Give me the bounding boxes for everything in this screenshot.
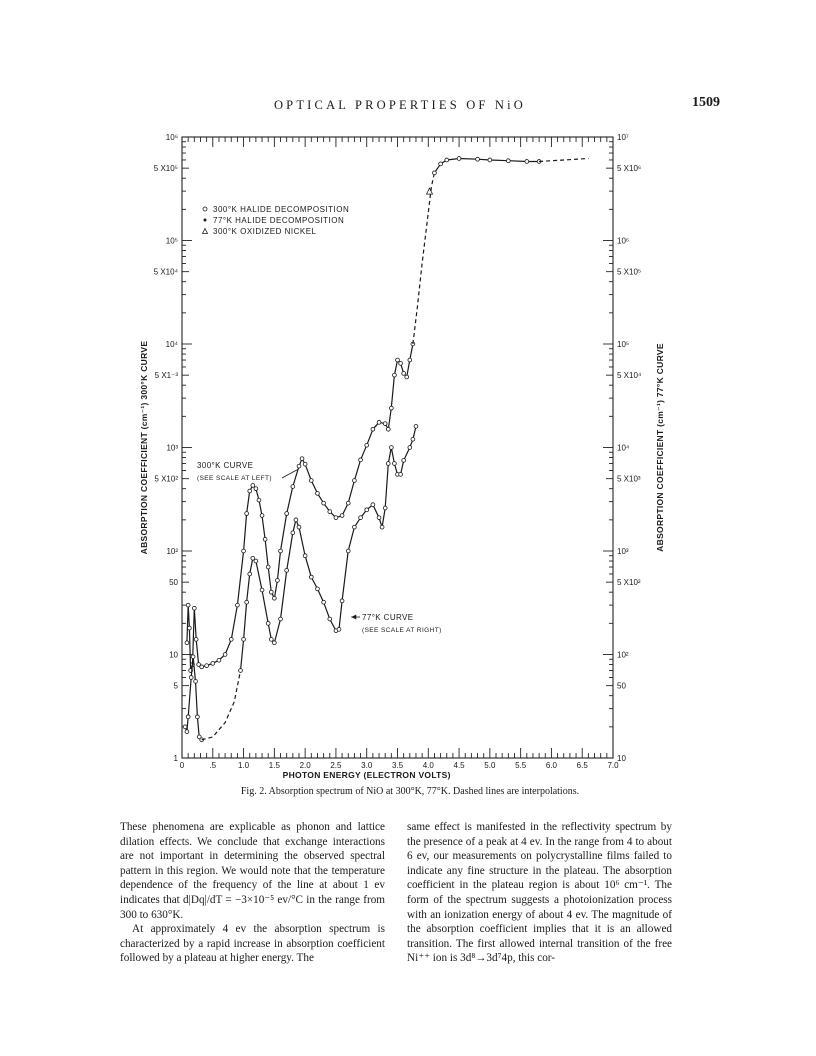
curve-77k-point (414, 424, 418, 428)
curve-77k-point (260, 588, 264, 592)
legend-marker-triangle (203, 229, 208, 234)
curve-300k-point (396, 358, 400, 362)
curve-77k-point (386, 462, 390, 466)
curve-77k-point (303, 554, 307, 558)
body-column-left (120, 820, 385, 966)
curve-77k-point (266, 621, 270, 625)
curve-77k-point (242, 637, 246, 641)
y-right-tick-label: 10⁴ (617, 443, 630, 453)
y-left-tick-label: 10 (169, 650, 178, 660)
y-left-tick-label: 10² (166, 547, 178, 556)
body-paragraph: These phenomena are explicable as phonon and lattice dilation effects. We conclude that exchange interactions are not important in determining the observed spectral pattern in this region. We would note that the temperature dependence of the frequency of the line at about 1 ev indicates that d|Dq|/dT = −3×10⁻⁵ ev/°C in the range from 300 to 630°K. (120, 821, 385, 921)
y-left-tick-label: 5 X10² (154, 474, 178, 484)
curve-300k-point (386, 427, 390, 431)
curve-300k-plateau-point (439, 162, 443, 166)
body-column-right (407, 820, 672, 966)
y-right-tick-label: 5 X10⁶ (617, 164, 642, 174)
curve-77k-point (309, 575, 313, 579)
curve-300k-point (266, 565, 270, 569)
y-left-tick-label: 5 X1⁻³ (154, 371, 178, 381)
figure-caption: Fig. 2. Absorption spectrum of NiO at 300°K, 77°K. Dashed lines are interpolations. (240, 786, 580, 797)
curve-77k-point (353, 525, 357, 529)
x-axis-title: PHOTON ENERGY (ELECTRON VOLTS) (282, 770, 451, 780)
curve-77k-point (189, 676, 193, 680)
x-tick-label: 2.5 (330, 761, 342, 770)
curve-77k-point (371, 503, 375, 507)
curve-77k-point (186, 715, 190, 719)
curve-300k-point (346, 501, 350, 505)
curve-77k-point (194, 679, 198, 683)
curve-77k-point (346, 549, 350, 553)
curve-77k-point (322, 600, 326, 604)
legend-label: 300°K OXIDIZED NICKEL (213, 227, 317, 236)
y-left-tick-label: 10⁴ (165, 340, 178, 349)
y-right-tick-label: 10⁷ (617, 133, 629, 142)
body-paragraph: At approximately 4 ev the absorption spectrum is characterized by a rapid increase in absorption coefficient followed by a plateau at higher energy. The (120, 923, 385, 965)
annotation-77k-arrowhead (351, 615, 356, 620)
curve-300k-point (316, 492, 320, 496)
curve-77k-point (254, 559, 258, 563)
curve-300k-point (402, 371, 406, 375)
y-right-tick-label: 5 X10² (617, 578, 641, 588)
curve-77k-point (337, 627, 341, 631)
y-right-tick-label: 5 X10³ (617, 474, 641, 484)
curve-77k-point (399, 472, 403, 476)
legend-marker-dot (204, 219, 207, 222)
x-tick-label: 6.5 (576, 761, 588, 770)
annotation-77k-scale: (SEE SCALE AT RIGHT) (362, 627, 442, 634)
x-tick-label: 5.5 (515, 761, 527, 770)
curve-300k-point (405, 375, 409, 379)
curve-300k-point (254, 487, 258, 491)
curve-77k-point (389, 446, 393, 450)
y-right-axis-title: ABSORPTION COEFFICIENT (cm⁻¹) 77°K CURVE (655, 343, 665, 552)
curve-77k-point (285, 568, 289, 572)
x-tick-label: 0 (179, 761, 185, 770)
curve-77k-point (245, 600, 249, 604)
curve-77k-point (316, 587, 320, 591)
annotation-77k-curve: 77°K CURVE (362, 613, 414, 622)
x-tick-label: 6.0 (545, 761, 557, 770)
body-paragraph: same effect is manifested in the reflectivity spectrum by the presence of a peak at 4 ev. In the range from 4 to about 6 ev, our measurements on polycrystalline films failed to indicate any fine structure in the plateau. The absorption coefficient in the plateau region is about 10⁶ cm⁻¹. The form of the spectrum suggests a photoionization process with an ionization energy of about 4 ev. The magnitude of the absorption coefficient implies that it is an allowed transition. The first allowed internal transition of the free Ni⁺⁺ ion is 3d⁸→3d⁷4p, this cor- (407, 821, 672, 965)
curve-300k-point (291, 485, 295, 489)
annotation-300k-curve: 300°K CURVE (197, 461, 254, 470)
page-number: 1509 (692, 95, 720, 110)
curve-300k-point (383, 422, 387, 426)
curve-77k-point (380, 525, 384, 529)
curve-77k-point (294, 518, 298, 522)
curve-77k-point (365, 508, 369, 512)
curve-300k-point (186, 603, 190, 607)
curve-300k-point (200, 665, 204, 669)
curve-300k-point (217, 658, 221, 662)
curve-77k-point (297, 525, 301, 529)
y-left-tick-label: 10⁵ (165, 236, 178, 246)
curve-300k-point (251, 484, 255, 488)
curve-300k-point (328, 510, 332, 514)
curve-300k-plateau-point (445, 158, 449, 162)
curve-77k-point (279, 617, 283, 621)
curve-300k-plateau-point (433, 171, 437, 175)
curve-77k-point (402, 459, 406, 463)
y-left-tick-label: 5 (173, 681, 178, 691)
running-head: OPTICAL PROPERTIES OF NiO (273, 98, 527, 112)
x-tick-label: 4.5 (453, 761, 465, 770)
curve-77k-point (393, 462, 397, 466)
x-tick-label: 5.0 (484, 761, 496, 770)
legend-marker-circle (203, 207, 207, 211)
x-tick-label: 3.5 (391, 761, 404, 770)
legend-label: 77°K HALIDE DECOMPOSITION (213, 216, 345, 225)
x-tick-label: 7.0 (607, 761, 619, 770)
curve-300k-plateau-point (457, 157, 461, 161)
curve-77k-point (191, 655, 195, 659)
curve-300k-plateau-point (525, 160, 529, 164)
curve-77k-point (239, 669, 243, 673)
curve-77k-point (340, 599, 344, 603)
curve-77k-start (185, 657, 202, 740)
y-left-tick-label: 5 X10⁵ (153, 164, 178, 174)
curve-77k-point (328, 617, 332, 621)
curve-300k-point (260, 514, 264, 518)
curve-300k-point (279, 549, 283, 553)
x-tick-label: 4.0 (422, 761, 434, 770)
curve-300k-point (276, 578, 280, 582)
x-tick-label: 3.0 (361, 761, 373, 770)
curve-300k-point (245, 512, 249, 516)
curve-300k-point (194, 637, 198, 641)
curve-300k-point (269, 590, 273, 594)
curve-300k-point (303, 462, 307, 466)
curve-300k-point (192, 606, 196, 610)
curve-300k-point (371, 427, 375, 431)
y-right-tick-label: 10⁶ (617, 236, 630, 246)
curve-77k-point (248, 572, 252, 576)
curve-77k-point (195, 715, 199, 719)
curve-77k-point (377, 516, 381, 520)
x-tick-label: 2.0 (299, 761, 311, 770)
curve-300k-point (285, 512, 289, 516)
x-tick-label: 1.0 (238, 761, 250, 770)
y-left-tick-label: 50 (169, 578, 178, 588)
curve-300k-point (229, 637, 233, 641)
curve-77k-point (359, 516, 363, 520)
curve-300k-point (248, 489, 252, 493)
curve-300k-point (187, 626, 191, 630)
curve-300k-point (309, 479, 313, 483)
curve-77k-point (383, 506, 387, 510)
curve-300k-point (205, 664, 209, 668)
y-right-tick-label: 5 X10⁵ (617, 267, 642, 277)
curve-300k-point (263, 537, 267, 541)
curve-300k-plateau-interpolation (539, 159, 588, 162)
y-left-tick-label: 10⁶ (165, 133, 178, 142)
curve-77k-point (408, 446, 412, 450)
curve-300k-point (377, 420, 381, 424)
curve-77k-point (185, 730, 189, 734)
curve-300k-point (236, 603, 240, 607)
curve-300k-point (393, 373, 397, 377)
curve-77k-point (272, 641, 276, 645)
curve-300k-point (242, 549, 246, 553)
y-right-tick-label: 10⁵ (617, 340, 630, 349)
curve-300k-point (359, 458, 363, 462)
curve-77k-point (183, 725, 187, 729)
y-left-tick-label: 1 (173, 754, 178, 763)
curve-300k-plateau (434, 159, 539, 173)
curve-300k-point (223, 653, 227, 657)
curve-300k-point (399, 361, 403, 365)
y-right-tick-label: 10³ (617, 547, 629, 556)
curve-300k-point (408, 358, 412, 362)
curve-300k-point (340, 514, 344, 518)
y-left-tick-label: 10³ (166, 443, 178, 453)
x-tick-label: 1.5 (268, 761, 280, 770)
y-left-axis-title: ABSORPTION COEFFICIENT (cm⁻¹) 300°K CURVE (139, 340, 149, 555)
curve-300k-point (211, 662, 215, 666)
curve-77k-interpolation (202, 671, 241, 740)
curve-300k-point (272, 596, 276, 600)
annotation-300k-scale: (SEE SCALE AT LEFT) (197, 475, 272, 482)
curve-300k-point (257, 498, 261, 502)
x-tick-label: .5 (209, 761, 217, 770)
curve-300k-plateau-point (488, 158, 492, 162)
y-right-tick-label: 10² (617, 650, 629, 660)
curve-300k-plateau-point (476, 157, 480, 161)
curve-77k-point (411, 437, 415, 441)
curve-300k-point (185, 641, 189, 645)
curve-300k-point (389, 406, 393, 410)
curve-300k-plateau-point (506, 159, 510, 163)
curve-300k-point (300, 457, 304, 461)
curve-77k-point (291, 531, 295, 535)
curve-300k-interpolation (413, 173, 435, 344)
y-right-tick-label: 10 (617, 754, 626, 763)
curve-300k-point (297, 464, 301, 468)
curve-300k-point (353, 479, 357, 483)
curve-77k-point (269, 637, 273, 641)
y-right-tick-label: 5 X10⁴ (617, 371, 642, 381)
curve-300k-point (334, 516, 338, 520)
y-left-tick-label: 5 X10⁴ (153, 267, 178, 277)
curve-300k-point (322, 501, 326, 505)
y-right-tick-label: 50 (617, 681, 626, 691)
legend-label: 300°K HALIDE DECOMPOSITION (213, 205, 350, 214)
curve-300k-point (365, 443, 369, 447)
